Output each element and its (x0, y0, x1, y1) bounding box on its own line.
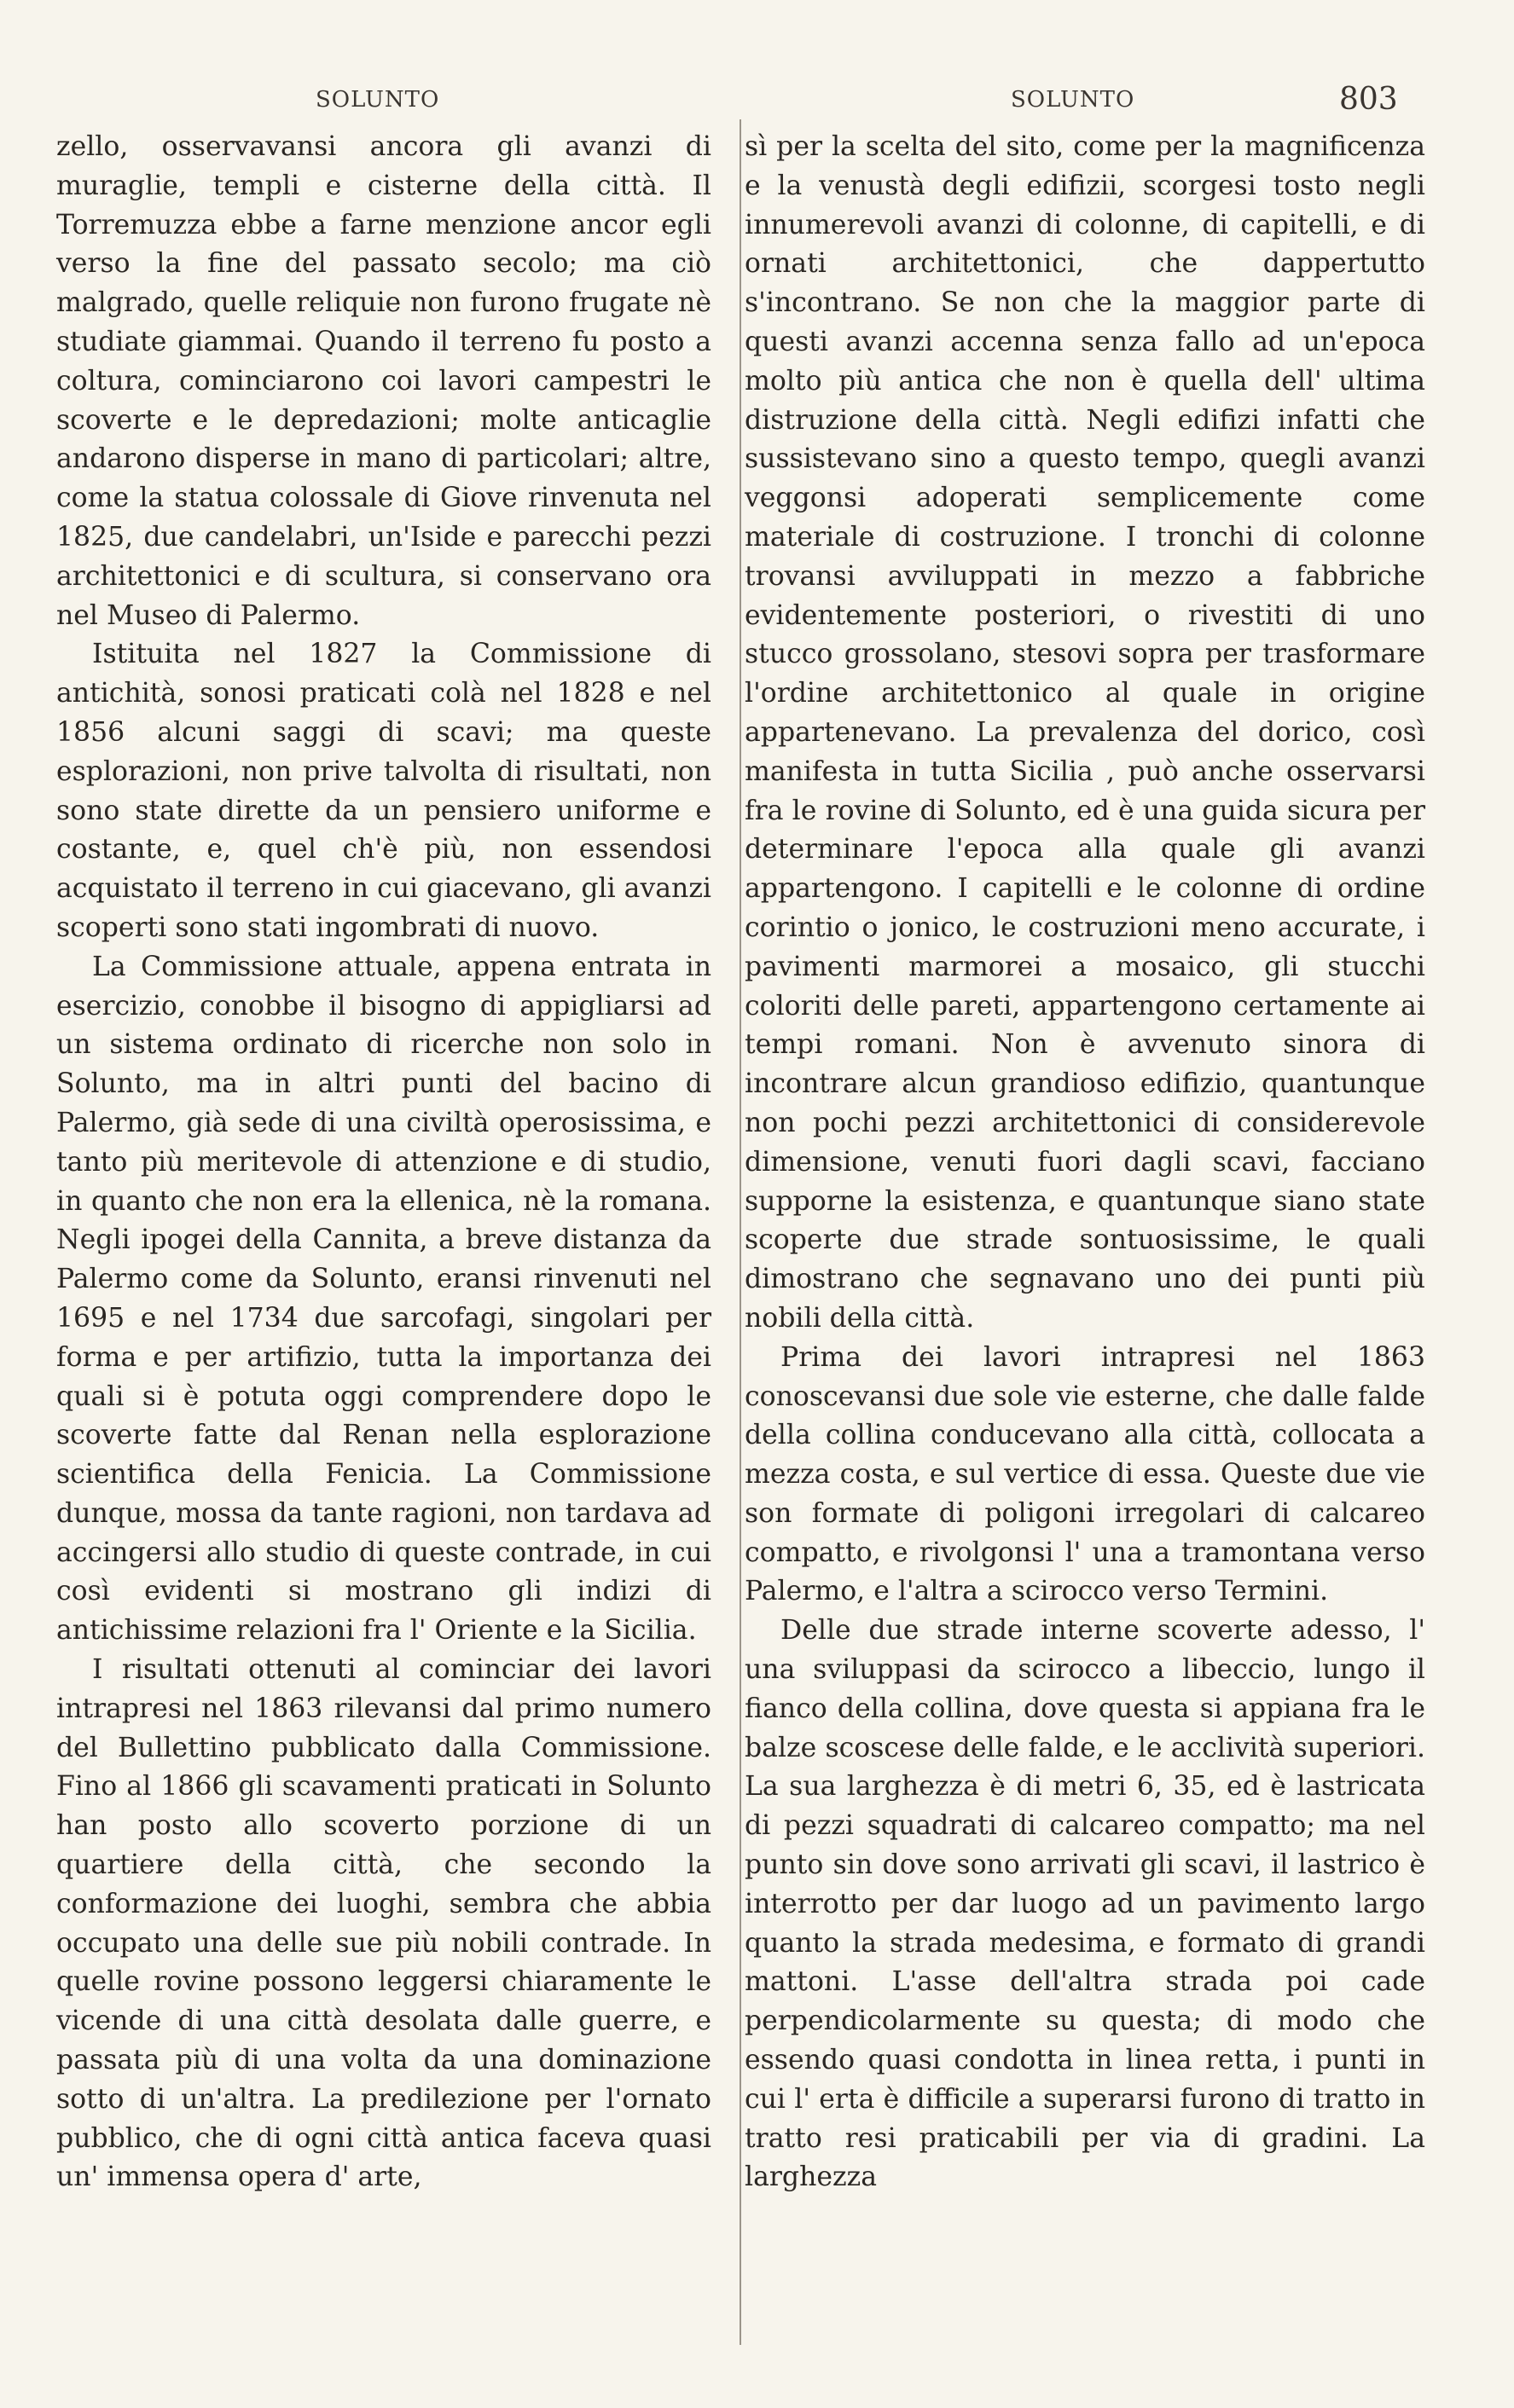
paragraph: La Commissione attuale, appena entrata in esercizio, conobbe il bisogno di appigliarsi ad un sistema ordinato di ricerche non solo in Solunto, ma in altri punti del bacino di Palermo, già sede di una civiltà operosissima, e tanto più meritevole di attenzione e di studio, in quanto che non era la ellenica, nè la romana. Negli ipogei della Cannita, a breve distanza da Palermo come da Solunto, eransi rinvenuti nel 1695 e nel 1734 due sarcofagi, singolari per forma e per artifizio, tutta la importanza dei quali si è potuta oggi comprendere dopo le scoverte fatte dal Renan nella esplorazione scientifica della Fenicia. La Commissione dunque, mossa da tante ragioni, non tardava ad accingersi allo studio di queste contrade, in cui così evidenti si mostrano gli indizi di antichissime relazioni fra l' Oriente e la Sicilia. (56, 951, 711, 1647)
paragraph: sì per la scelta del sito, come per la magnificenza e la venustà degli edifizii, scorgesi tosto negli innumerevoli avanzi di colonne, di capitelli, e di ornati architettonici, che dappertutto s'incontrano. Se non che la maggior parte di questi avanzi accenna senza fallo ad un'epoca molto più antica che non è quella dell' ultima distruzione della città. Negli edifizi infatti che sussistevano sino a questo tempo, quegli avanzi veggonsi adoperati semplicemente come materiale di costruzione. I tronchi di colonne trovansi avviluppati in mezzo a fabbriche evidentemente posteriori, o rivestiti di uno stucco grossolano, stesovi sopra per trasformare l'ordine architettonico al quale in origine appartenevano. La prevalenza del dorico, così manifesta in tutta Sicilia , può anche osservarsi fra le rovine di Solunto, ed è una guida sicura per determinare l'epoca alla quale gli avanzi appartengono. I capitelli e le colonne di ordine corintio o jonico, le costruzioni meno accurate, i pavimenti marmorei a mosaico, gli stucchi coloriti delle pareti, appartengono certamente ai tempi romani. Non è avvenuto sinora di incontrare alcun grandioso edifizio, quantunque non pochi pezzi architettonici di considerevole dimensione, venuti fuori dagli scavi, facciano supporne la esistenza, e quantunque siano state scoperte due strade sontuosissime, le quali dimostrano che segnavano uno dei punti più nobili della città. (745, 131, 1425, 1334)
running-head-left: SOLUNTO (316, 87, 440, 113)
running-head-right: SOLUNTO (1011, 87, 1135, 113)
left-column (56, 128, 711, 2197)
paragraph: Prima dei lavori intrapresi nel 1863 conoscevansi due sole vie esterne, che dalle falde della collina conducevano alla città, collocata a mezza costa, e sul vertice di essa. Queste due vie son formate di poligoni irregolari di calcareo compatto, e rivolgonsi l' una a tramontana verso Palermo, e l'altra a scirocco verso Termini. (745, 1341, 1425, 1607)
paragraph: I risultati ottenuti al cominciar dei lavori intrapresi nel 1863 rilevansi dal primo numero del Bullettino pubblicato dalla Commissione. Fino al 1866 gli scavamenti praticati in Solunto han posto allo scoverto porzione di un quartiere della città, che secondo la conformazione dei luoghi, sembra che abbia occupato una delle sue più nobili contrade. In quelle rovine possono leggersi chiaramente le vicende di una città desolata dalle guerre, e passata più di una volta da una dominazione sotto di un'altra. La predilezione per l'ornato pubblico, che di ogni città antica faceva quasi un' immensa opera d' arte, (56, 1654, 711, 2193)
page-number: 803 (1339, 82, 1398, 117)
column-divider (740, 119, 741, 2345)
paragraph: Istituita nel 1827 la Commissione di antichità, sonosi praticati colà nel 1828 e nel 1856 alcuni saggi di scavi; ma queste esplorazioni, non prive talvolta di risultati, non sono state dirette da un pensiero uniforme e costante, e, quel ch'è più, non essendosi acquistato il terreno in cui giacevano, gli avanzi scoperti sono stati ingombrati di nuovo. (56, 639, 711, 943)
paragraph: Delle due strade interne scoverte adesso, l' una sviluppasi da scirocco a libeccio, lungo il fianco della collina, dove questa si appiana fra le balze scoscese delle falde, e le acclività superiori. La sua larghezza è di metri 6, 35, ed è lastricata di pezzi squadrati di calcareo compatto; ma nel punto sin dove sono arrivati gli scavi, il lastrico è interrotto per dar luogo ad un pavimento largo quanto la strada medesima, e formato di grandi mattoni. L'asse dell'altra strada poi cade perpendicolarmente su questa; di modo che essendo quasi condotta in linea retta, i punti in cui l' erta è difficile a superarsi furono di tratto in tratto resi praticabili per via di gradini. La larghezza (745, 1615, 1425, 2193)
paragraph: zello, osservavansi ancora gli avanzi di muraglie, templi e cisterne della città. Il Torremuzza ebbe a farne menzione ancor egli verso la fine del passato secolo; ma ciò malgrado, quelle reliquie non furono frugate nè studiate giammai. Quando il terreno fu posto a coltura, cominciarono coi lavori campestri le scoverte e le depredazioni; molte anticaglie andarono disperse in mano di particolari; altre, come la statua colossale di Giove rinvenuta nel 1825, due candelabri, un'Iside e parecchi pezzi architettonici e di scultura, si conservano ora nel Museo di Palermo. (56, 131, 711, 631)
right-column (745, 128, 1425, 2197)
